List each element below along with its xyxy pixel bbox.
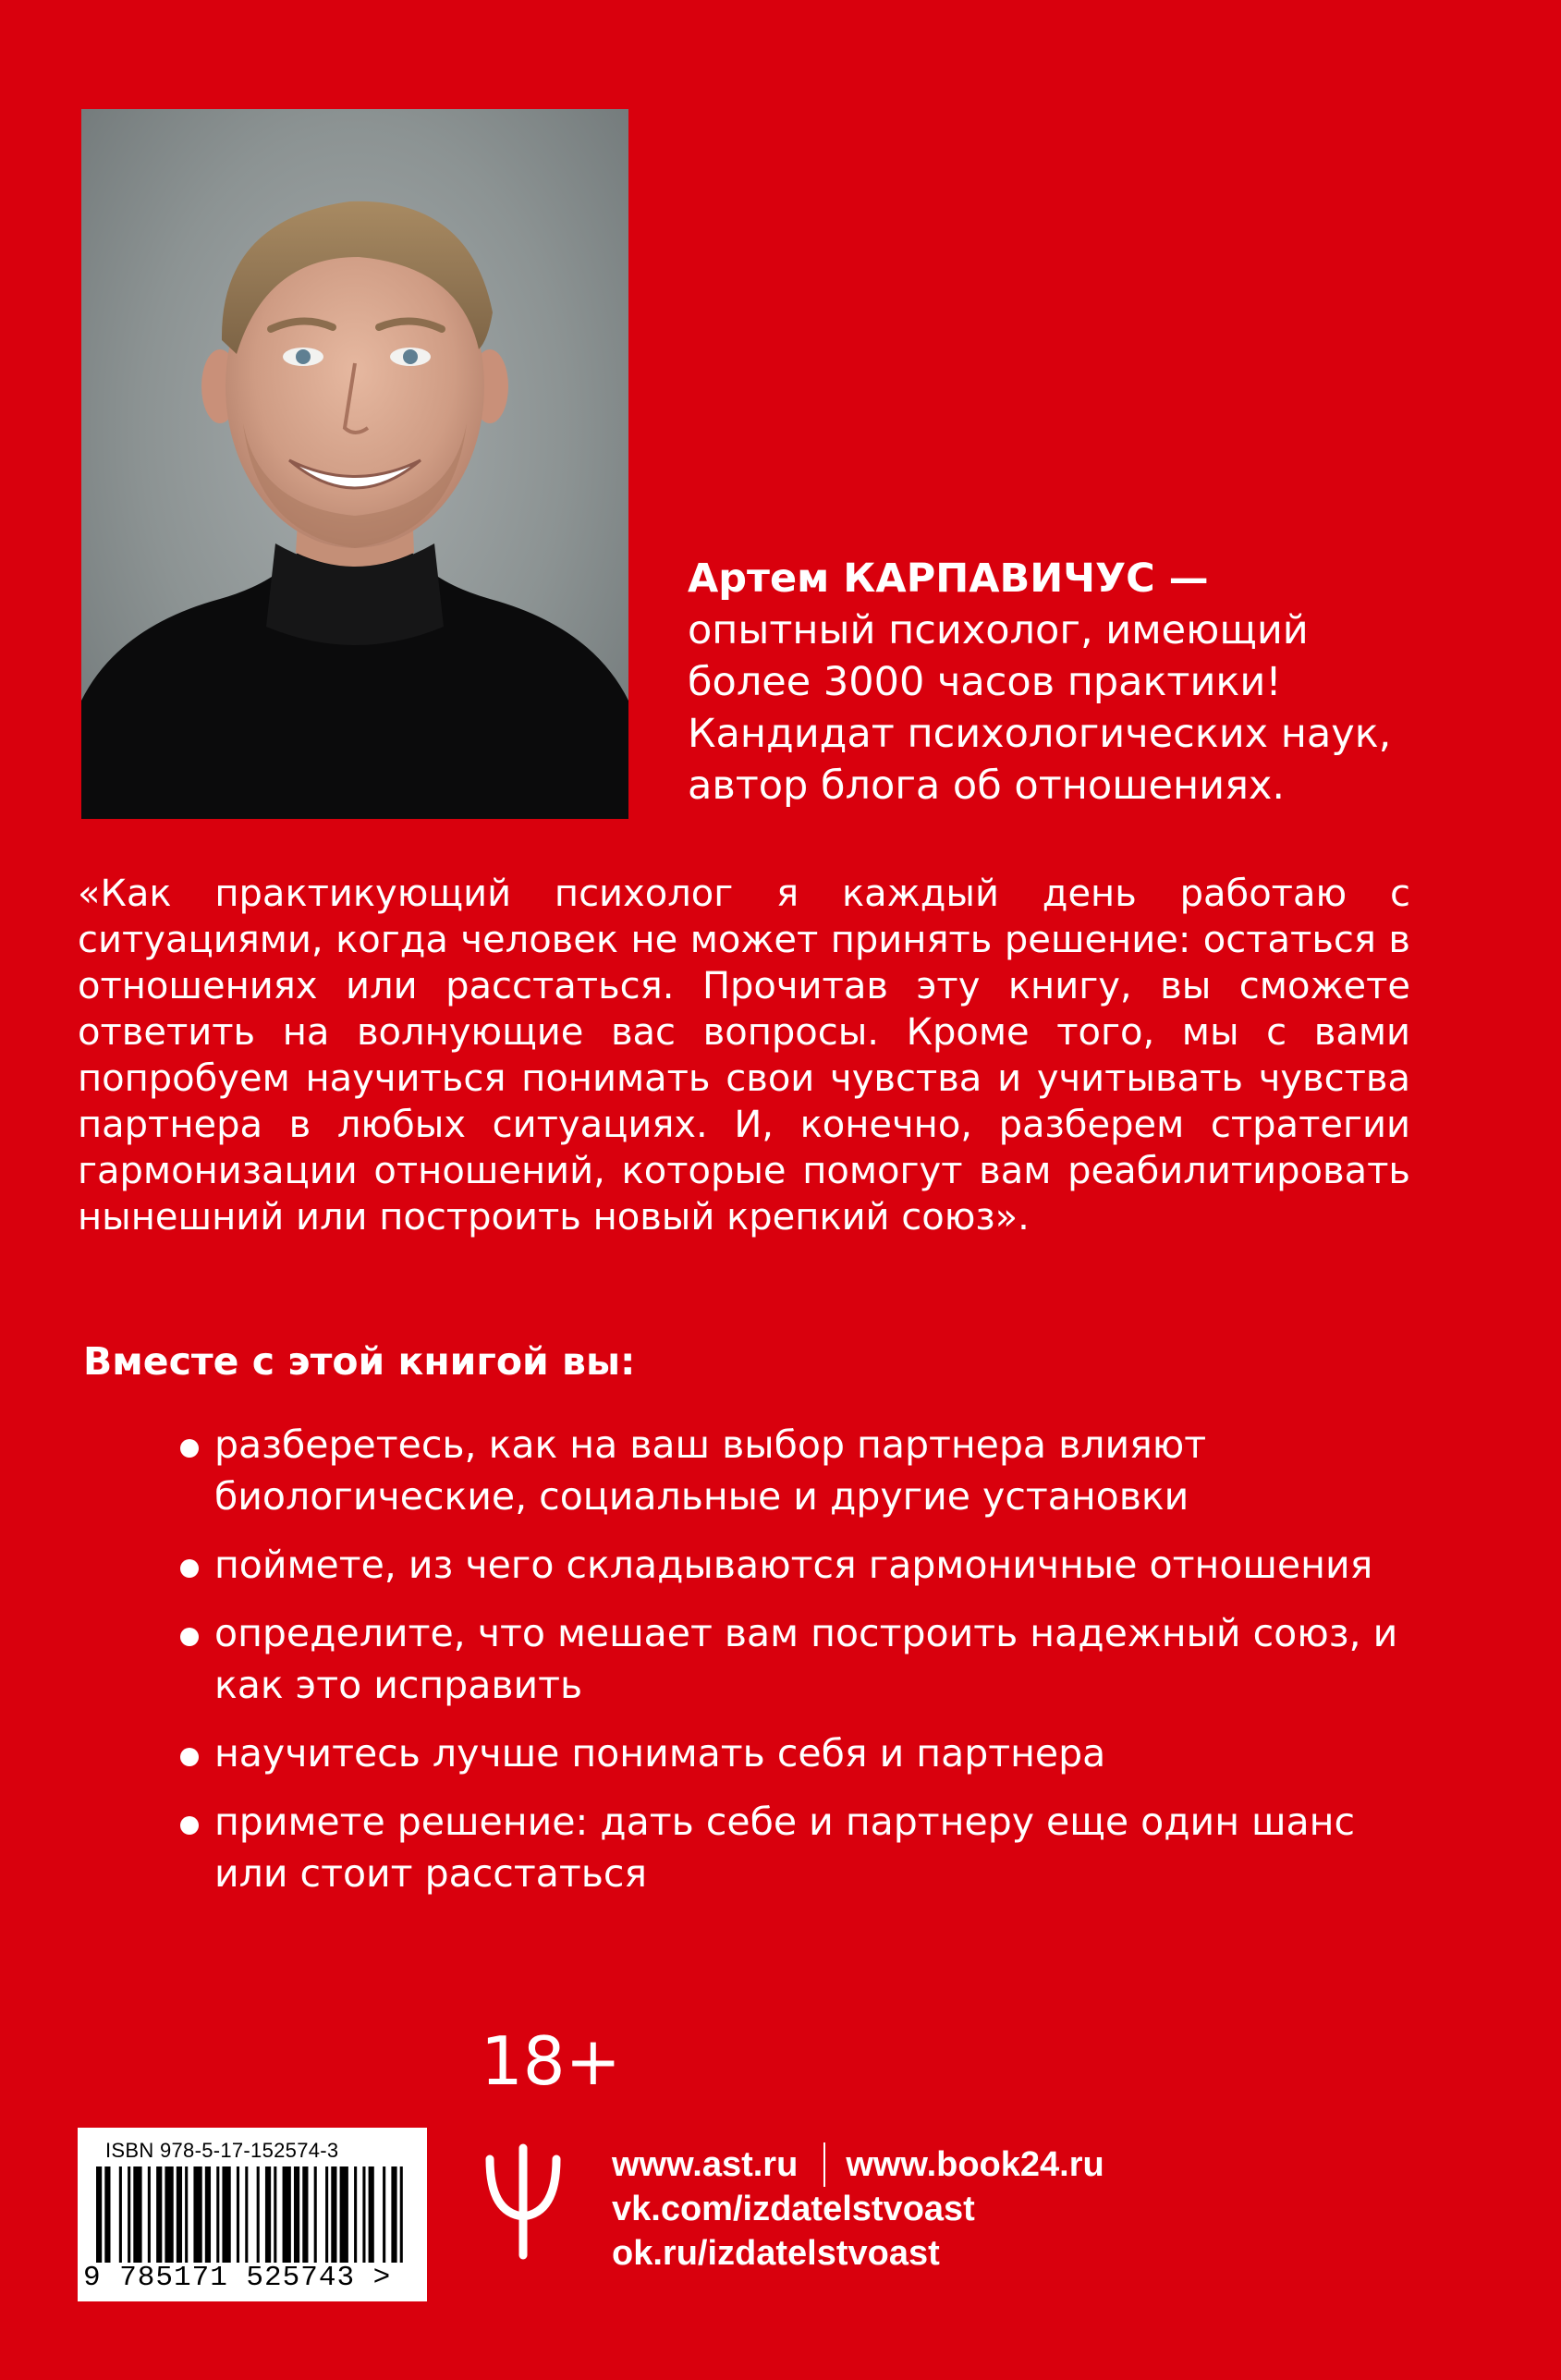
barcode-bar	[383, 2166, 385, 2263]
benefit-text: определите, что мешает вам построить надежный союз, и как это исправить	[214, 1611, 1398, 1707]
author-portrait-illustration	[81, 109, 628, 819]
bullet-icon	[180, 1439, 199, 1458]
barcode-bar	[331, 2166, 336, 2263]
barcode-bar	[193, 2166, 201, 2263]
age-rating: 18+	[481, 2022, 621, 2100]
barcode-bar	[205, 2166, 211, 2263]
barcode-bar	[400, 2166, 403, 2263]
publisher-links	[612, 2142, 1104, 2276]
barcode-bars	[96, 2166, 409, 2263]
bullet-icon	[180, 1559, 199, 1578]
benefit-item	[177, 1607, 1407, 1711]
author-bio	[688, 553, 1501, 812]
benefit-item	[177, 1727, 1407, 1779]
publisher-logo-icon	[484, 2141, 562, 2261]
barcode-bar	[133, 2166, 141, 2263]
barcode-bar	[156, 2166, 162, 2263]
benefit-item	[177, 1796, 1407, 1899]
barcode-bar	[325, 2166, 328, 2263]
barcode-bar	[177, 2166, 182, 2263]
benefit-item	[177, 1419, 1407, 1522]
barcode-bar	[274, 2166, 276, 2263]
barcode-bar	[104, 2166, 110, 2263]
barcode-bar	[216, 2166, 219, 2263]
barcode-bar	[96, 2166, 102, 2263]
bullet-icon	[180, 1816, 199, 1835]
barcode-bar	[257, 2166, 260, 2263]
benefit-text: разберетесь, как на ваш выбор партнера влияют биологические, социальные и другие установки	[214, 1422, 1207, 1519]
isbn-label: ISBN 978-5-17-152574-3	[105, 2139, 339, 2162]
barcode-bar	[119, 2166, 122, 2263]
barcode-bar	[302, 2166, 308, 2263]
bullet-icon	[180, 1748, 199, 1766]
barcode-bar	[148, 2166, 151, 2263]
barcode-bar	[294, 2166, 299, 2263]
link-book24[interactable]: www.book24.ru	[846, 2145, 1104, 2184]
barcode-bar	[245, 2166, 248, 2263]
benefit-text: примете решение: дать себе и партнеру еще один шанс или стоит расстаться	[214, 1800, 1356, 1896]
author-quote: «Как практикующий психолог я каждый день работаю с ситуациями, когда человек не может принять решение: остаться в отношениях или расстаться. Прочитав эту книгу, вы сможете ответить на волнующие вас вопросы. Кроме того, мы с вами попробуем научиться понимать свои чувства и учитывать чувства партнера в любых ситуациях. И, конечно, разберем стратегии гармонизации отношений, которые помогут вам реабилитировать нынешний или построить новый крепкий союз».	[78, 873, 1410, 1239]
author-bio-line: более 3000 часов практики!	[688, 659, 1282, 705]
benefit-text: поймете, из чего складываются гармоничные отношения	[214, 1543, 1373, 1587]
benefits-heading: Вместе с этой книгой вы:	[83, 1339, 636, 1384]
benefits-list	[177, 1419, 1407, 1916]
link-vk[interactable]: vk.com/izdatelstvoast	[612, 2190, 975, 2228]
barcode-bar	[222, 2166, 230, 2263]
barcode-bar	[265, 2166, 271, 2263]
author-bio-line: опытный психолог, имеющий	[688, 607, 1309, 653]
link-divider	[823, 2142, 825, 2187]
author-bio-line: Кандидат психологических наук,	[688, 711, 1392, 757]
benefit-text: научитесь лучше понимать себя и партнера	[214, 1731, 1106, 1776]
author-photo	[81, 109, 628, 819]
author-name: Артем КАРПАВИЧУС —	[688, 555, 1209, 602]
link-ast[interactable]: www.ast.ru	[612, 2145, 799, 2184]
barcode-bar	[237, 2166, 239, 2263]
barcode-bar	[354, 2166, 357, 2263]
barcode-bar	[165, 2166, 173, 2263]
barcode-bar	[314, 2166, 317, 2263]
barcode-bar	[283, 2166, 291, 2263]
barcode-bar	[362, 2166, 365, 2263]
barcode-bar	[128, 2166, 130, 2263]
barcode-bar	[369, 2166, 374, 2263]
link-ok[interactable]: ok.ru/izdatelstvoast	[612, 2234, 940, 2273]
bullet-icon	[180, 1628, 199, 1646]
barcode-bar	[185, 2166, 188, 2263]
benefit-item	[177, 1539, 1407, 1591]
barcode-bar	[391, 2166, 396, 2263]
barcode-digits: 9 785171 525743 >	[83, 2262, 392, 2294]
barcode-bar	[340, 2166, 348, 2263]
author-bio-line: автор блога об отношениях.	[688, 763, 1286, 809]
isbn-barcode	[78, 2128, 427, 2301]
